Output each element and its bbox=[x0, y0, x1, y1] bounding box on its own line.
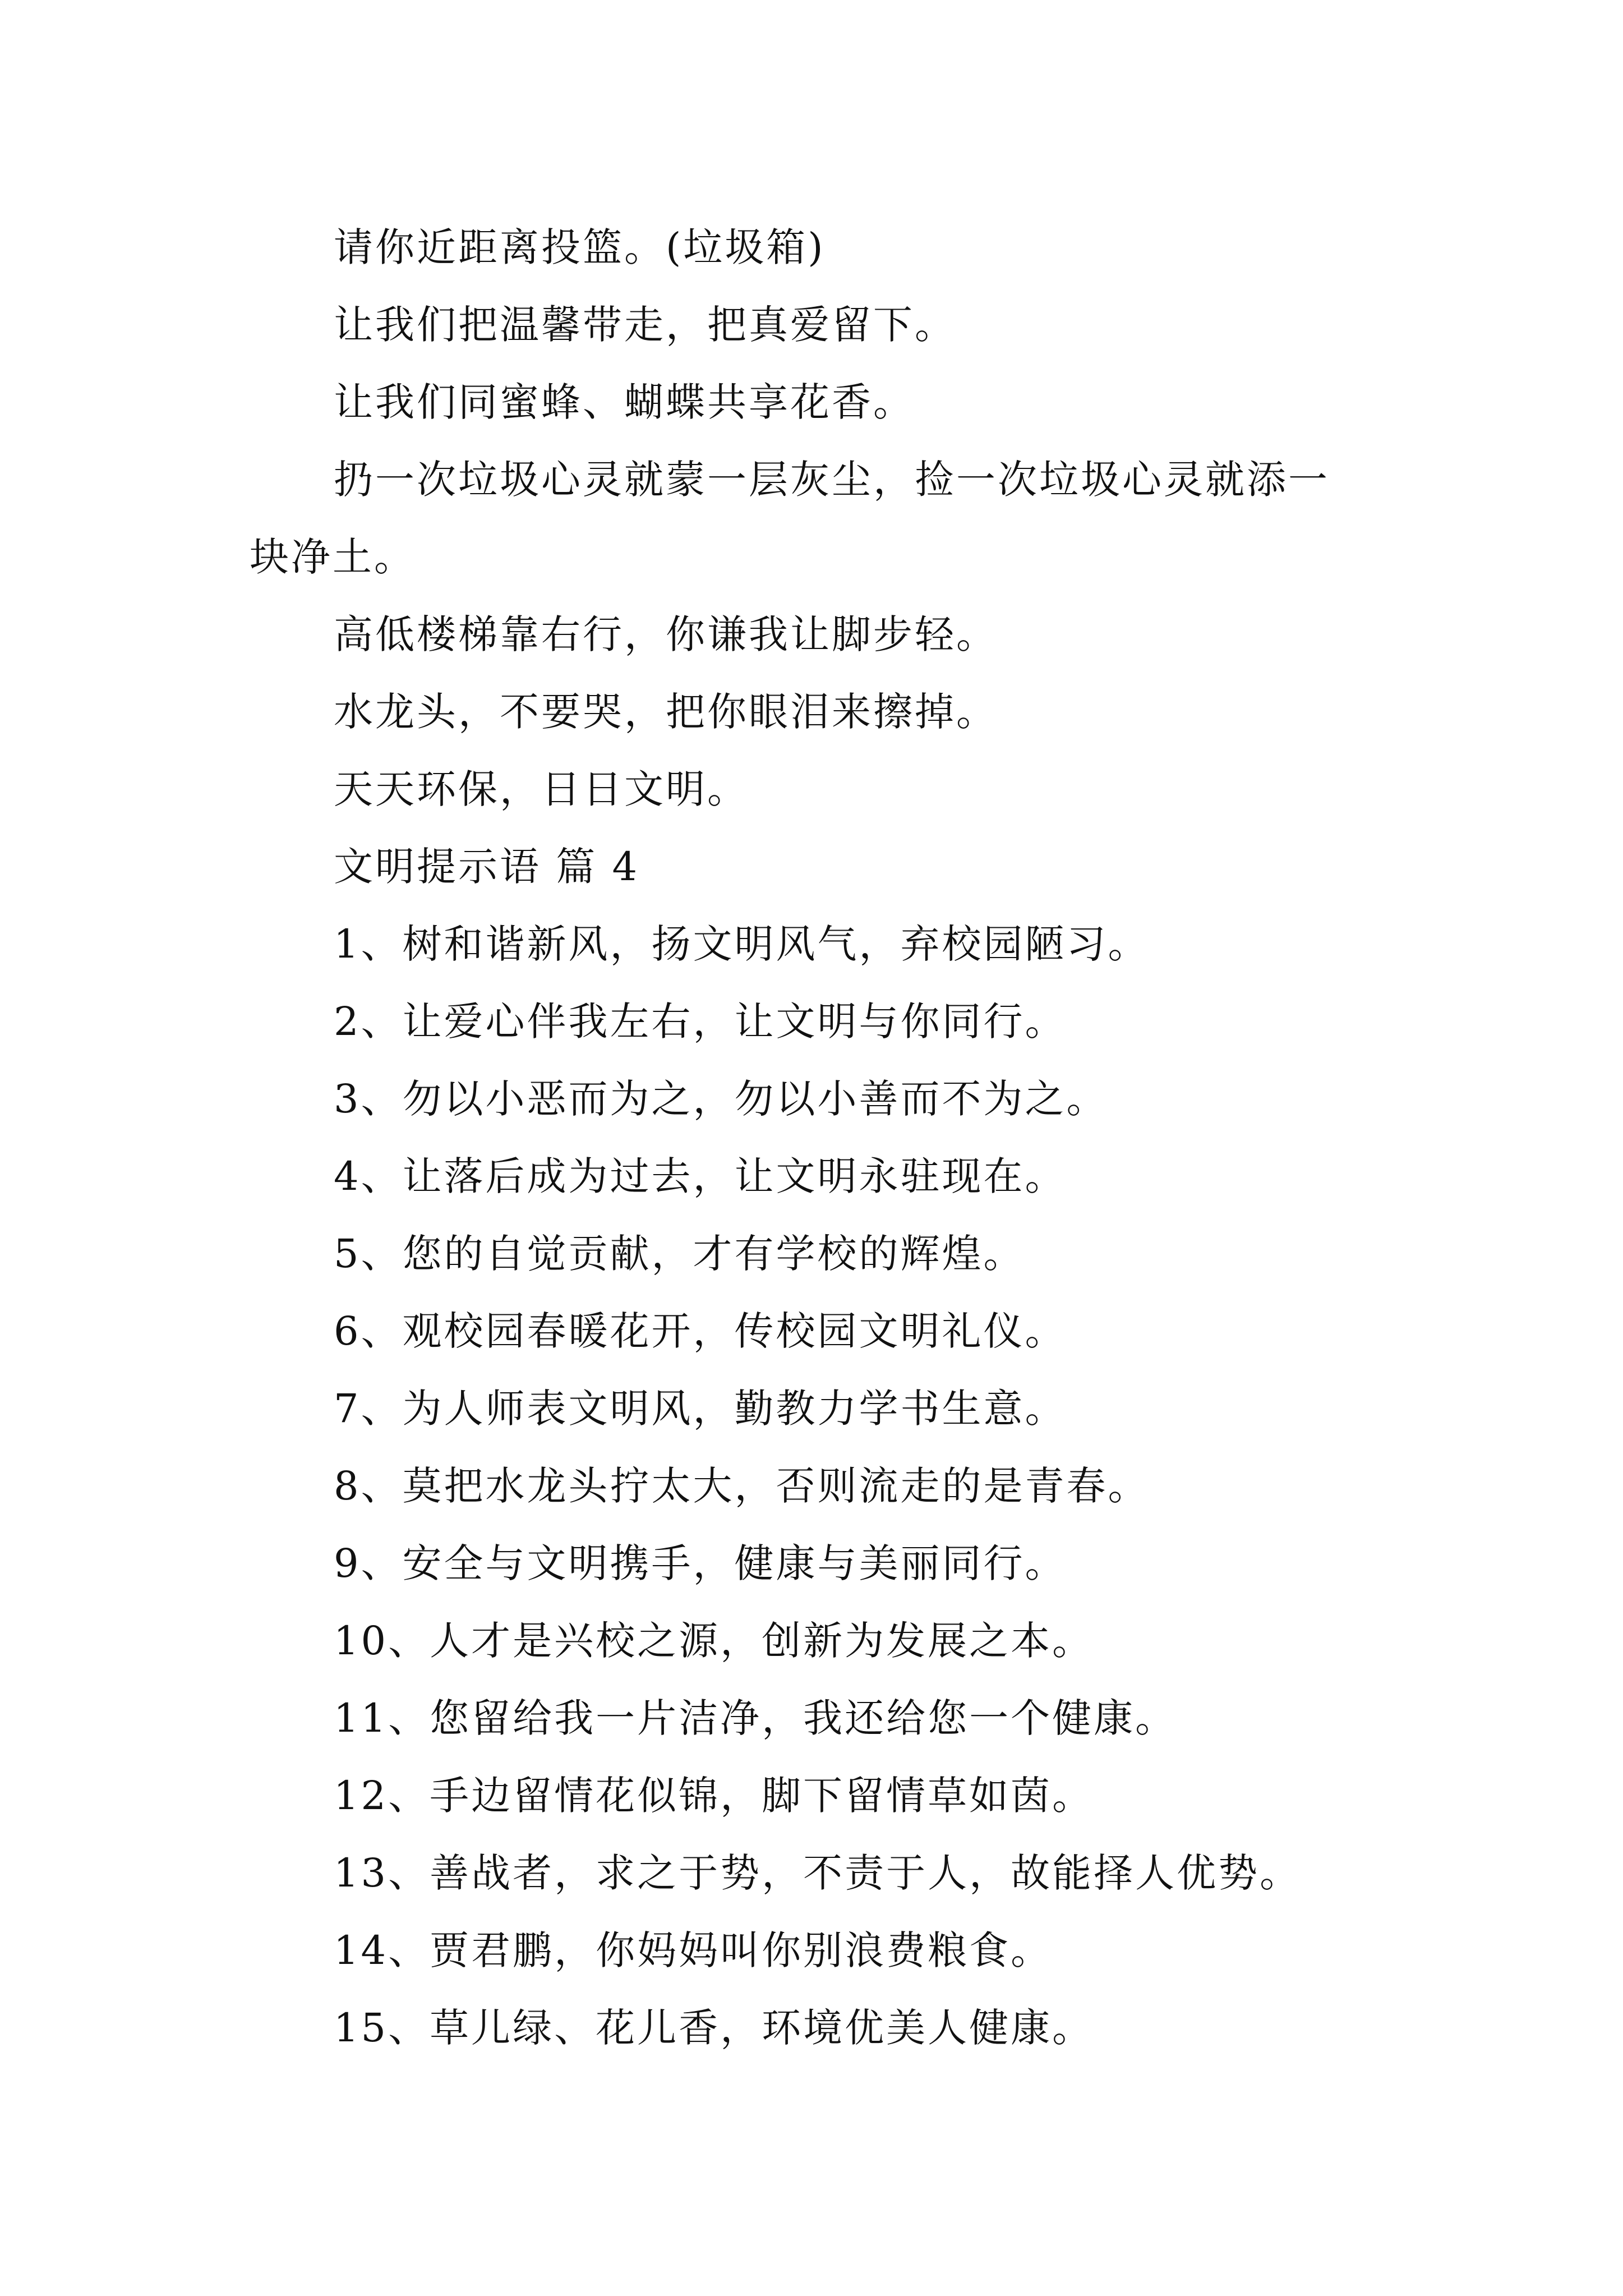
paragraph-line: 让我们同蜜蜂、蝴蝶共享花香。 bbox=[334, 379, 915, 425]
list-item: 6、观校园春暖花开，传校园文明礼仪。 bbox=[334, 1308, 1067, 1354]
list-item: 5、您的自觉贡献，才有学校的辉煌。 bbox=[334, 1231, 1025, 1277]
paragraph-line: 扔一次垃圾心灵就蒙一层灰尘，捡一次垃圾心灵就添一 bbox=[334, 457, 1330, 503]
list-item: 15、草儿绿、花儿香，环境优美人健康。 bbox=[334, 2005, 1094, 2051]
paragraph-line: 请你近距离投篮。(垃圾箱) bbox=[334, 224, 826, 270]
list-item: 1、树和谐新风，扬文明风气，弃校园陋习。 bbox=[334, 921, 1150, 967]
list-item: 4、让落后成为过去，让文明永驻现在。 bbox=[334, 1153, 1067, 1199]
list-item: 14、贾君鹏，你妈妈叫你别浪费粮食。 bbox=[334, 1927, 1053, 1973]
paragraph-line-continuation: 块净土。 bbox=[250, 534, 416, 580]
list-item: 13、善战者，求之于势，不责于人，故能择人优势。 bbox=[334, 1850, 1302, 1896]
list-item: 12、手边留情花似锦，脚下留情草如茵。 bbox=[334, 1773, 1094, 1819]
paragraph-line: 水龙头，不要哭，把你眼泪来擦掉。 bbox=[334, 689, 998, 735]
section-heading: 文明提示语 篇 4 bbox=[334, 844, 640, 890]
list-item: 10、人才是兴校之源，创新为发展之本。 bbox=[334, 1618, 1094, 1664]
list-item: 7、为人师表文明风，勤教力学书生意。 bbox=[334, 1386, 1067, 1432]
paragraph-line: 高低楼梯靠右行，你谦我让脚步轻。 bbox=[334, 611, 998, 657]
list-item: 8、莫把水龙头拧太大，否则流走的是青春。 bbox=[334, 1463, 1150, 1509]
document-body bbox=[250, 209, 1394, 2067]
list-item: 2、让爱心伴我左右，让文明与你同行。 bbox=[334, 999, 1067, 1045]
list-item: 9、安全与文明携手，健康与美丽同行。 bbox=[334, 1540, 1067, 1586]
list-item: 11、您留给我一片洁净，我还给您一个健康。 bbox=[334, 1695, 1177, 1741]
paragraph-line: 天天环保，日日文明。 bbox=[334, 766, 749, 812]
paragraph-line: 让我们把温馨带走，把真爱留下。 bbox=[334, 302, 956, 348]
list-item: 3、勿以小恶而为之，勿以小善而不为之。 bbox=[334, 1076, 1108, 1122]
